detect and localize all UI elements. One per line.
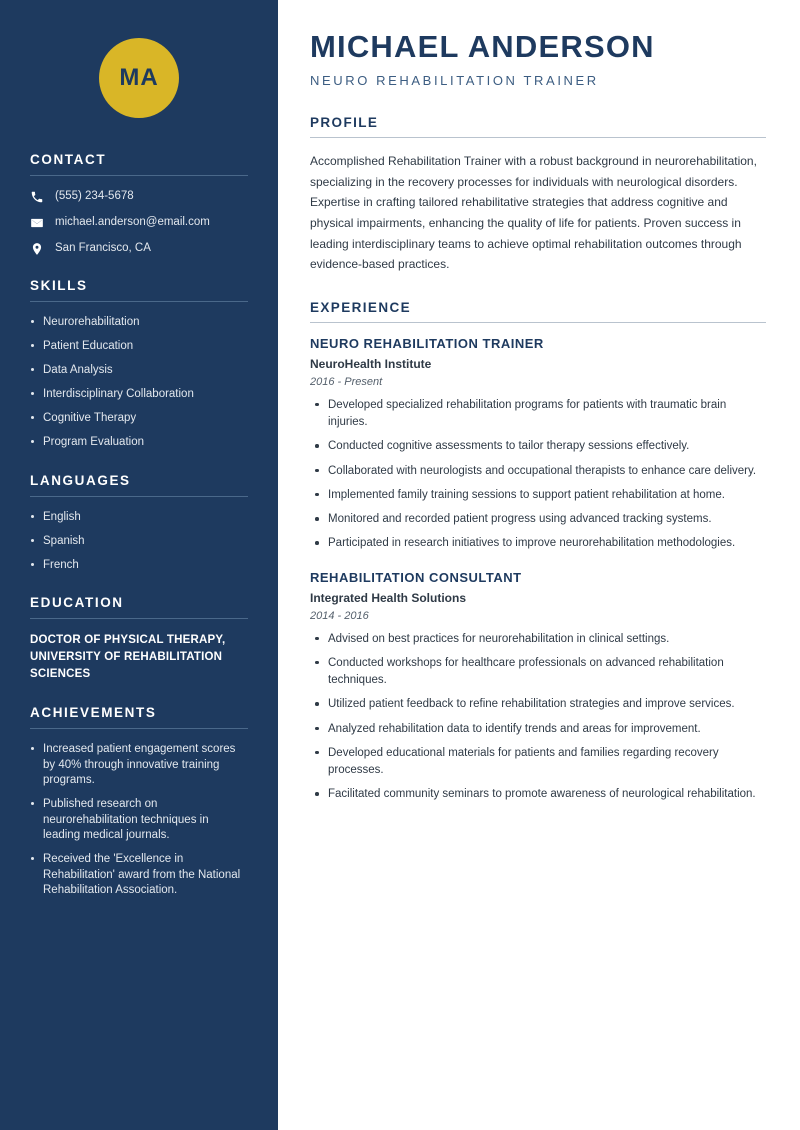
profile-text: Accomplished Rehabilitation Trainer with a robust background in neurorehabilitation, specializing in the recovery processes for individuals with neurological disorders. Expertise in crafting tailored rehabilitative strategies that address cognitive and physical impairments, enhancing the quality of life for patients. Proven success in leading interdisciplinary teams to achieve optimal rehabilitation outcomes through evidence-based practices. [310,154,757,272]
skills-list [30,315,248,451]
experience-heading: EXPERIENCE [310,300,766,323]
experience-dates: 2014 - 2016 [310,609,369,622]
skills-heading: SKILLS [30,278,248,302]
list-item: Utilized patient feedback to refine rehabilitation strategies and improve services. [312,696,766,713]
skills-section [0,278,278,451]
list-item: Monitored and recorded patient progress using advanced tracking systems. [312,511,766,528]
sidebar [0,0,278,1130]
achievements-heading: ACHIEVEMENTS [30,705,248,729]
list-item: Facilitated community seminars to promote awareness of neurological rehabilitation. [312,786,766,803]
achievements-list [30,742,248,899]
experience-dates: 2016 - Present [310,375,383,388]
contact-email-value: michael.anderson@email.com [55,216,210,228]
list-item: Interdisciplinary Collaboration [30,387,248,403]
list-item: Patient Education [30,339,248,355]
list-item: Neurorehabilitation [30,315,248,331]
list-item: Cognitive Therapy [30,411,248,427]
list-item: Conducted cognitive assessments to tailor therapy sessions effectively. [312,438,766,455]
location-icon [30,242,44,256]
list-item: Data Analysis [30,363,248,379]
list-item: Spanish [30,534,248,550]
profile-section [310,115,766,275]
education-heading: EDUCATION [30,595,248,619]
experience-bullets [310,397,766,553]
experience-section [310,300,766,804]
page-title: MICHAEL ANDERSON [310,29,655,64]
list-item: Program Evaluation [30,435,248,451]
list-item: Collaborated with neurologists and occupational therapists to enhance care delivery. [312,463,766,480]
languages-list [30,510,248,574]
profile-heading: PROFILE [310,115,766,138]
experience-company: NeuroHealth Institute [310,356,432,371]
avatar: MA [99,38,179,118]
languages-section [0,473,278,574]
phone-icon [30,190,44,204]
job-title: NEURO REHABILITATION TRAINER [310,73,599,89]
contact-email[interactable] [30,215,248,230]
list-item: English [30,510,248,526]
experience-item [310,336,766,553]
list-item: Developed specialized rehabilitation programs for patients with traumatic brain injuries. [312,397,766,432]
education-section [0,595,278,683]
email-icon [30,216,44,230]
list-item: Participated in research initiatives to improve neurorehabilitation methodologies. [312,535,766,552]
experience-role: NEURO REHABILITATION TRAINER [310,335,544,351]
list-item: Analyzed rehabilitation data to identify trends and areas for improvement. [312,721,766,738]
experience-company: Integrated Health Solutions [310,590,467,605]
list-item: Implemented family training sessions to support patient rehabilitation at home. [312,487,766,504]
contact-location-value: San Francisco, CA [55,242,151,254]
education-item: DOCTOR OF PHYSICAL THERAPY, UNIVERSITY OF REHABILITATION SCIENCES [30,634,226,681]
list-item: Conducted workshops for healthcare professionals on advanced rehabilitation techniques. [312,655,766,690]
contact-heading: CONTACT [30,152,248,176]
avatar-wrapper [0,0,278,152]
contact-phone-value: (555) 234-5678 [55,190,134,202]
list-item: Advised on best practices for neurorehabilitation in clinical settings. [312,631,766,648]
experience-bullets [310,631,766,804]
list-item: Published research on neurorehabilitation techniques in leading medical journals. [30,797,248,844]
experience-item [310,570,766,804]
main-content [278,0,800,1130]
experience-role: REHABILITATION CONSULTANT [310,569,522,585]
contact-section [0,152,278,256]
languages-heading: LANGUAGES [30,473,248,497]
list-item: Received the 'Excellence in Rehabilitation' award from the National Rehabilitation Association. [30,852,248,899]
achievements-section [0,705,278,899]
contact-location[interactable] [30,241,248,256]
contact-phone[interactable] [30,189,248,204]
list-item: Increased patient engagement scores by 40% through innovative training programs. [30,742,248,789]
list-item: French [30,558,248,574]
list-item: Developed educational materials for patients and families regarding recovery processes. [312,745,766,780]
